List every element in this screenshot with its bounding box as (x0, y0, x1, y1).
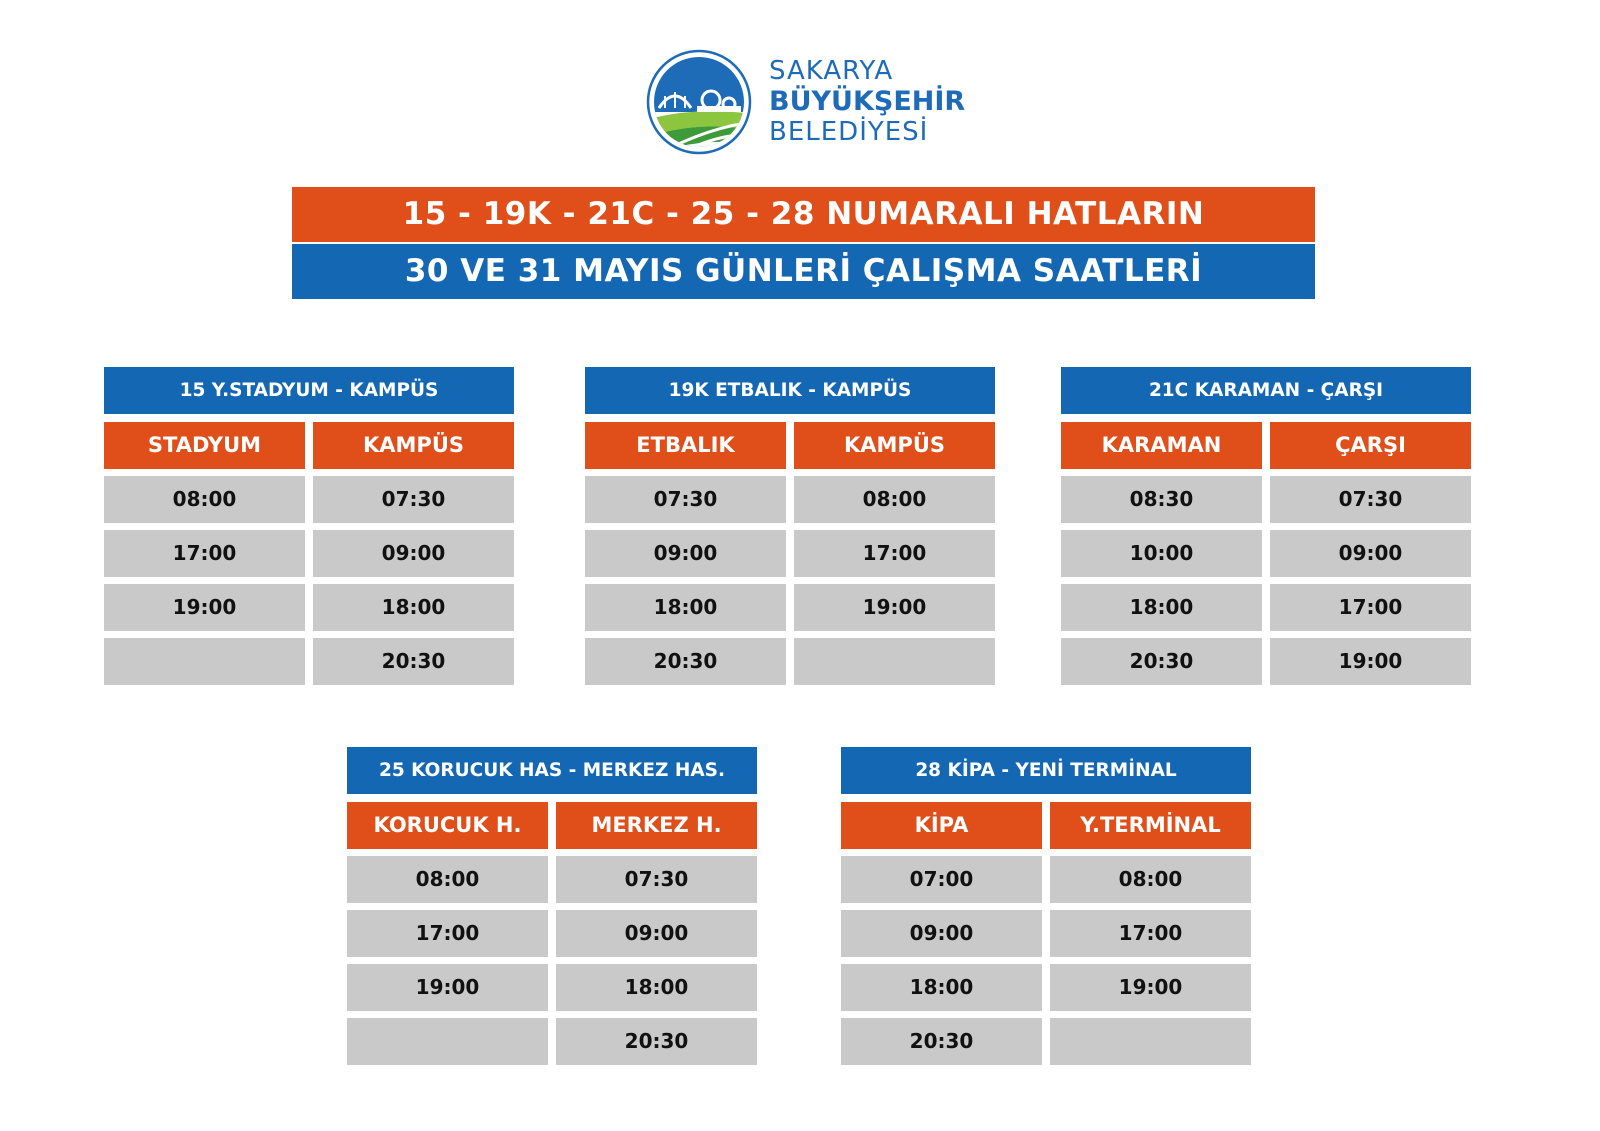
time-cell: 09:00 (556, 910, 757, 957)
time-cell: 17:00 (347, 910, 548, 957)
time-cell: 08:00 (104, 476, 305, 523)
banner-routes-title: 15 - 19K - 21C - 25 - 28 NUMARALI HATLARIN (292, 187, 1315, 242)
column-header: KAMPÜS (313, 422, 514, 469)
time-cell: 19:00 (1270, 638, 1471, 685)
column-header: KİPA (841, 802, 1042, 849)
time-cell: 18:00 (841, 964, 1042, 1011)
column-header: Y.TERMİNAL (1050, 802, 1251, 849)
time-cell: 17:00 (1270, 584, 1471, 631)
time-cell: 20:30 (313, 638, 514, 685)
time-cell (347, 1018, 548, 1065)
column-header: ÇARŞI (1270, 422, 1471, 469)
time-cell (794, 638, 995, 685)
time-cell: 08:30 (1061, 476, 1262, 523)
time-cell: 07:00 (841, 856, 1042, 903)
route-table-21c (1061, 367, 1471, 685)
time-cell: 18:00 (313, 584, 514, 631)
time-cell (1050, 1018, 1251, 1065)
time-cell: 20:30 (1061, 638, 1262, 685)
time-cell: 19:00 (1050, 964, 1251, 1011)
route-table-25 (347, 747, 757, 1065)
column-header: ETBALIK (585, 422, 786, 469)
time-cell: 20:30 (585, 638, 786, 685)
route-title: 15 Y.STADYUM - KAMPÜS (104, 367, 514, 414)
time-cell: 09:00 (1270, 530, 1471, 577)
time-cell: 19:00 (794, 584, 995, 631)
logo (645, 48, 975, 158)
time-cell: 20:30 (556, 1018, 757, 1065)
time-cell: 07:30 (1270, 476, 1471, 523)
logo-line-belediyesi: BELEDİYESİ (769, 117, 929, 148)
time-cell: 08:00 (1050, 856, 1251, 903)
route-table-28 (841, 747, 1251, 1065)
time-cell: 20:30 (841, 1018, 1042, 1065)
time-cell: 07:30 (585, 476, 786, 523)
time-cell: 07:30 (556, 856, 757, 903)
route-table-19k (585, 367, 995, 685)
route-title: 25 KORUCUK HAS - MERKEZ HAS. (347, 747, 757, 794)
time-cell: 18:00 (1061, 584, 1262, 631)
column-header: MERKEZ H. (556, 802, 757, 849)
time-cell: 19:00 (104, 584, 305, 631)
banner-dates-title: 30 VE 31 MAYIS GÜNLERİ ÇALIŞMA SAATLERİ (292, 244, 1315, 299)
time-cell: 17:00 (794, 530, 995, 577)
route-title: 28 KİPA - YENİ TERMİNAL (841, 747, 1251, 794)
logo-text (769, 56, 965, 148)
time-cell: 19:00 (347, 964, 548, 1011)
time-cell: 09:00 (313, 530, 514, 577)
time-cell (104, 638, 305, 685)
route-table-15 (104, 367, 514, 685)
time-cell: 08:00 (794, 476, 995, 523)
column-header: STADYUM (104, 422, 305, 469)
time-cell: 18:00 (585, 584, 786, 631)
time-cell: 09:00 (841, 910, 1042, 957)
column-header: KARAMAN (1061, 422, 1262, 469)
route-title: 19K ETBALIK - KAMPÜS (585, 367, 995, 414)
column-header: KAMPÜS (794, 422, 995, 469)
time-cell: 17:00 (104, 530, 305, 577)
logo-line-buyuksehir: BÜYÜKŞEHİR (769, 86, 966, 118)
time-cell: 17:00 (1050, 910, 1251, 957)
time-cell: 10:00 (1061, 530, 1262, 577)
time-cell: 08:00 (347, 856, 548, 903)
time-cell: 09:00 (585, 530, 786, 577)
route-title: 21C KARAMAN - ÇARŞI (1061, 367, 1471, 414)
column-header: KORUCUK H. (347, 802, 548, 849)
time-cell: 07:30 (313, 476, 514, 523)
municipality-emblem-icon (645, 48, 753, 156)
logo-line-sakarya: SAKARYA (769, 56, 894, 86)
time-cell: 18:00 (556, 964, 757, 1011)
